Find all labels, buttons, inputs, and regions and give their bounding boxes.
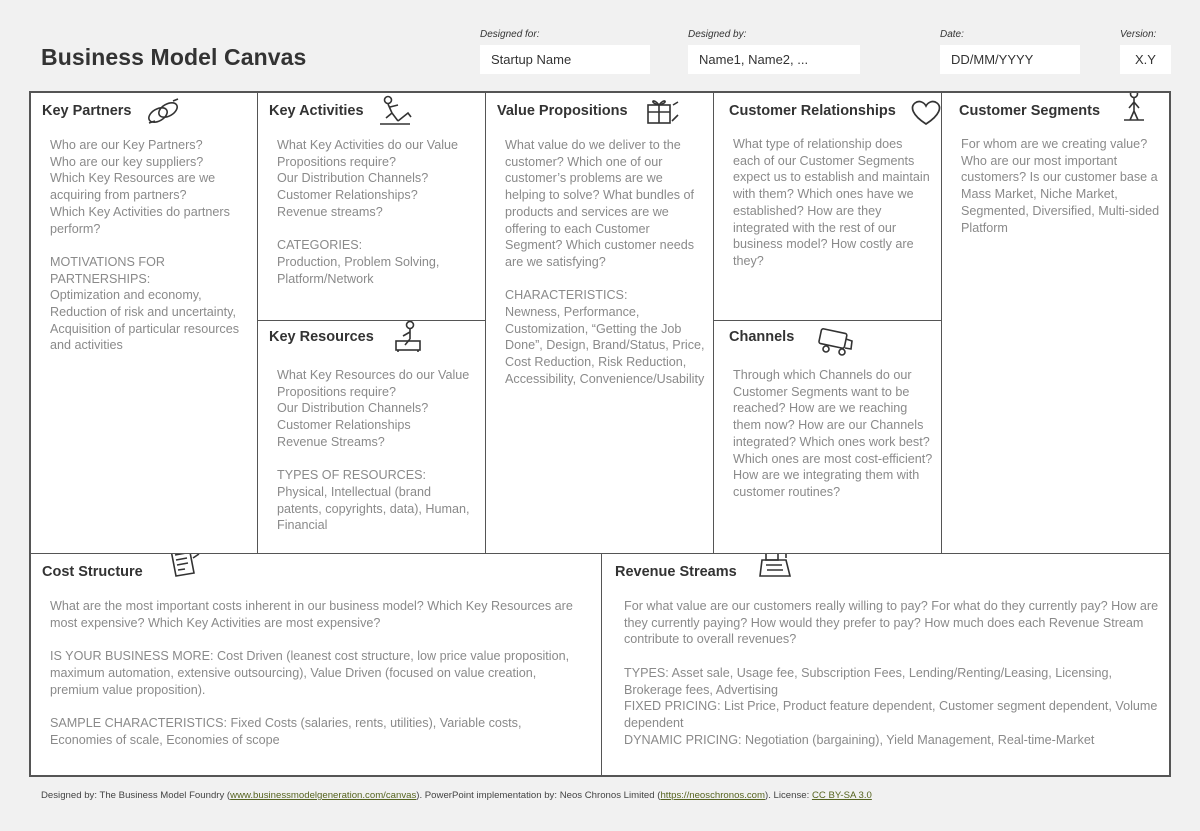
cash-register-icon xyxy=(756,553,796,580)
version-label: Version: xyxy=(1120,29,1157,40)
key-activities-block[interactable] xyxy=(257,92,486,322)
footer-credits xyxy=(41,790,872,801)
key-resources-text: What Key Resources do our Value Propositions require? Our Distribution Channels? Customer Relationships Revenue Streams? TYPES OF RESOURCES: Physical, Intellectual (brand patents, copyrights, data), Human, Financial xyxy=(277,368,470,533)
footer-link-bmg[interactable]: www.businessmodelgeneration.com/canvas xyxy=(230,790,417,801)
footer-license-link[interactable]: CC BY-SA 3.0 xyxy=(811,790,872,801)
channels-block[interactable] xyxy=(713,320,942,554)
cost-structure-title: Cost Structure xyxy=(42,564,143,580)
date-label: Date: xyxy=(940,29,964,40)
key-partners-block[interactable] xyxy=(30,92,258,554)
value-propositions-block[interactable] xyxy=(485,92,714,554)
customer-segments-title: Customer Segments xyxy=(959,103,1101,119)
date-field[interactable]: DD/MM/YYYY xyxy=(940,45,1080,74)
value-propositions-title: Value Propositions xyxy=(497,103,628,119)
revenue-streams-title: Revenue Streams xyxy=(615,564,737,580)
designed-for-field[interactable]: Startup Name xyxy=(480,45,650,74)
revenue-streams-block[interactable] xyxy=(601,553,1170,776)
gift-icon xyxy=(642,93,682,127)
truck-icon xyxy=(816,322,856,356)
invoice-icon xyxy=(163,553,203,578)
version-field[interactable]: X.Y xyxy=(1120,45,1171,74)
key-resources-title: Key Resources xyxy=(269,329,374,345)
footer-middle: ). PowerPoint implementation by: Neos Chronos Limited ( xyxy=(416,790,661,801)
person-icon xyxy=(1114,92,1154,123)
chain-link-icon xyxy=(143,96,183,130)
key-partners-title: Key Partners xyxy=(42,103,132,119)
value-propositions-text: What value do we deliver to the customer? Which one of our customer’s problems are we helping to solve? What bundles of products and services are we offering to each Customer Segment? Which customer needs are we satisfying? CHARACTERISTICS: Newness, Performance, Customization, “Getting the Job Done”, Design, Brand/Status, Price, Cost Reduction, Risk Reduction, Accessibility, Convenience/Usability xyxy=(505,138,705,386)
footer-license-prefix: ). License: xyxy=(765,790,812,801)
worker-icon xyxy=(376,94,416,128)
channels-text: Through which Channels do our Customer Segments want to be reached? How are we reaching them now? How are our Channels integrated? Which ones work best? Which ones are most cost-efficient? How are we integrating them with customer routines? xyxy=(733,368,933,499)
page-title: Business Model Canvas xyxy=(41,44,307,70)
heart-icon xyxy=(906,95,942,129)
key-partners-text: Who are our Key Partners? Who are our key suppliers? Which Key Resources are we acquiring from partners? Which Key Activities do partners perform? MOTIVATIONS FOR PARTNERSHIPS: Optimization and economy, Reduction of risk and uncertainty, Acquisition of particular resources and activities xyxy=(50,138,239,353)
footer-prefix: Designed by: The Business Model Foundry ( xyxy=(41,790,231,801)
cost-structure-text: What are the most important costs inherent in our business model? Which Key Resources are most expensive? Which Key Activities are most expensive? IS YOUR BUSINESS MORE: Cost Driven (leanest cost structure, low price value proposition, maximum automation, extensive outsourcing), Value Driven (focused on value creation, premium value proposition). SAMPLE CHARACTERISTICS: Fixed Costs (salaries, rents, utilities), Variable costs, Economies of scale, Economies of scope xyxy=(50,599,573,747)
factory-worker-icon xyxy=(388,320,428,353)
designed-by-field[interactable]: Name1, Name2, ... xyxy=(688,45,860,74)
key-activities-title: Key Activities xyxy=(269,103,364,119)
designed-by-label: Designed by: xyxy=(688,29,747,40)
customer-relationships-block[interactable] xyxy=(713,92,942,322)
customer-segments-block[interactable] xyxy=(941,92,1170,554)
designed-for-label: Designed for: xyxy=(480,29,540,40)
channels-title: Channels xyxy=(729,329,795,345)
footer-link-neoschronos[interactable]: https://neoschronos.com xyxy=(660,790,765,801)
key-activities-text: What Key Activities do our Value Propositions require? Our Distribution Channels? Customer Relationships? Revenue streams? CATEGORIES: Production, Problem Solving, Platform/Network xyxy=(277,138,459,286)
customer-relationships-title: Customer Relationships xyxy=(729,103,896,119)
cost-structure-block[interactable] xyxy=(30,553,602,776)
customer-segments-text: For whom are we creating value? Who are our most important customers? Is our customer base a Mass Market, Niche Market, Segmented, Diversified, Multi-sided Platform xyxy=(961,137,1160,235)
customer-relationships-text: What type of relationship does each of our Customer Segments expect us to establish and maintain with them? Which ones have we established? How are they integrated with the rest of our business model? How costly are they? xyxy=(733,137,930,268)
key-resources-block[interactable] xyxy=(257,320,486,554)
revenue-streams-text: For what value are our customers really willing to pay? For what do they currently pay? How are they currently paying? How would they prefer to pay? How much does each Revenue Stream contribute to overall revenues? TYPES: Asset sale, Usage fee, Subscription Fees, Lending/Renting/Leasing, Licensing, Brokerage fees, Advertising FIXED PRICING: List Price, Product feature dependent, Customer segment dependent, Volume dependent DYNAMIC PRICING: Negotiation (bargaining), Yield Management, Real-time-Market xyxy=(624,599,1159,747)
